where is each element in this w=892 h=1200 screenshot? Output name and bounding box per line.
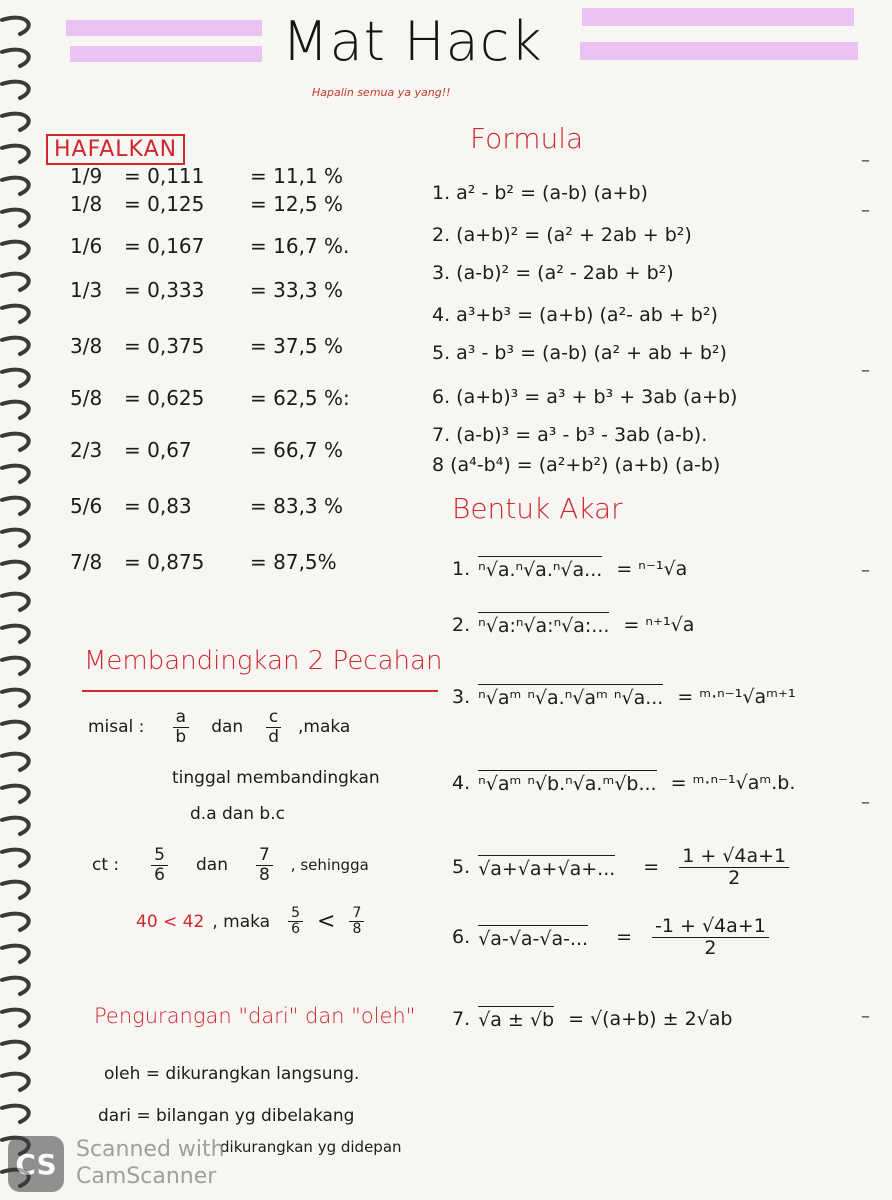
akar-rhs-denominator: 2: [728, 866, 741, 889]
spiral-ring: [2, 690, 29, 706]
akar-number: 2.: [452, 613, 471, 636]
hafalkan-decimal: = 0,375: [124, 334, 205, 358]
spiral-ring: [2, 626, 29, 642]
ct-res-frac-1: [288, 906, 303, 938]
ct-sehingga: , sehingga: [290, 856, 369, 875]
akar-number: 5.: [452, 856, 471, 879]
spiral-ring: [2, 498, 29, 514]
hafalkan-row: [70, 234, 349, 258]
misal-frac-2-num: c: [266, 708, 281, 728]
pengurangan-dari-2: dikurangkan yg didepan: [220, 1138, 402, 1156]
hafalkan-row: [70, 550, 337, 574]
spiral-ring: [2, 82, 29, 98]
camscanner-watermark: [76, 1136, 225, 1190]
spiral-ring: [2, 978, 29, 994]
banding-result-row: [136, 906, 368, 938]
ct-res-frac-2: [349, 906, 364, 938]
spiral-ring: [2, 306, 29, 322]
akar-number: 6.: [452, 926, 471, 949]
camscanner-logo: CS: [8, 1136, 64, 1192]
banding-heading: Membandingkan 2 Pecahan: [84, 646, 443, 676]
ct-res-frac-2-den: 8: [352, 921, 362, 938]
hafalkan-percent: = 37,5 %: [250, 334, 344, 358]
formula-item: 8 (a⁴-b⁴) = (a²+b²) (a+b) (a-b): [432, 454, 721, 476]
formula-item: 5. a³ - b³ = (a-b) (a² + ab + b²): [432, 342, 727, 364]
spiral-ring: [2, 658, 29, 674]
banding-line3: d.a dan b.c: [190, 804, 285, 824]
spiral-ring: [2, 786, 29, 802]
margin-dash: –: [861, 792, 870, 813]
spiral-ring: [2, 1010, 29, 1026]
hafalkan-row: [70, 386, 350, 410]
margin-dash: –: [861, 560, 870, 581]
akar-rhs: = ᵐ·ⁿ⁻¹√aᵐ.b.: [670, 771, 796, 794]
watermark-line-1: Scanned with: [76, 1137, 225, 1162]
spiral-ring: [2, 370, 29, 386]
pengurangan-heading: Pengurangan "dari" dan "oleh": [94, 1004, 416, 1028]
akar-lhs: ⁿ√a:ⁿ√a:ⁿ√a:...: [478, 612, 609, 637]
hafalkan-fraction: 1/9: [70, 164, 103, 188]
hafalkan-row: [70, 438, 343, 462]
hafalkan-percent: = 62,5 %:: [250, 386, 350, 410]
ct-frac-1-num: 5: [151, 846, 168, 866]
hafalkan-row: [70, 334, 343, 358]
akar-item: [452, 1006, 732, 1031]
akar-lhs: √a-√a-√a-...: [478, 925, 588, 950]
hafalkan-decimal: = 0,67: [124, 438, 192, 462]
formula-item: 6. (a+b)³ = a³ + b³ + 3ab (a+b): [432, 386, 738, 408]
spiral-ring: [2, 818, 29, 834]
spiral-ring: [2, 18, 29, 34]
akar-number: 1.: [452, 557, 471, 580]
hafalkan-row: [70, 192, 343, 216]
spiral-ring: [2, 146, 29, 162]
spiral-ring: [2, 466, 29, 482]
akar-number: 7.: [452, 1007, 471, 1030]
hafalkan-decimal: = 0,125: [124, 192, 205, 216]
hafalkan-decimal: = 0,167: [124, 234, 205, 258]
akar-lhs: ⁿ√a.ⁿ√a.ⁿ√a...: [478, 556, 602, 581]
pengurangan-oleh: oleh = dikurangkan langsung.: [104, 1064, 360, 1084]
ct-lt: <: [317, 909, 336, 935]
misal-frac-2-den: d: [268, 726, 279, 747]
ct-maka: , maka: [212, 911, 271, 932]
hafalkan-fraction: 1/6: [70, 234, 103, 258]
ct-frac-2-den: 8: [258, 864, 270, 885]
spiral-ring: [2, 594, 29, 610]
misal-label: misal :: [88, 717, 145, 738]
spiral-ring: [2, 402, 29, 418]
banding-underline: [82, 690, 438, 692]
ct-res-frac-1-den: 6: [291, 921, 300, 938]
ct-frac-2-num: 7: [256, 846, 273, 866]
spiral-ring: [2, 882, 29, 898]
hafalkan-percent: = 11,1 %: [250, 164, 344, 188]
akar-item: [452, 846, 793, 889]
hafalkan-decimal: = 0,625: [124, 386, 205, 410]
hafalkan-row: [70, 164, 343, 188]
margin-dash: –: [861, 1006, 870, 1027]
formula-item: 7. (a-b)³ = a³ - b³ - 3ab (a-b).: [432, 424, 708, 446]
akar-lhs: ⁿ√aᵐ ⁿ√a.ⁿ√aᵐ ⁿ√a...: [478, 684, 663, 709]
spiral-ring: [2, 1042, 29, 1058]
hafalkan-fraction: 1/8: [70, 192, 103, 216]
akar-item: [452, 556, 687, 581]
akar-item: [452, 770, 795, 795]
ct-res-frac-1-num: 5: [288, 906, 303, 922]
hafalkan-fraction: 1/3: [70, 278, 103, 302]
spiral-ring: [2, 338, 29, 354]
ct-frac-2: [256, 846, 273, 884]
hafalkan-percent: = 87,5%: [250, 550, 337, 574]
formula-item: 1. a² - b² = (a-b) (a+b): [432, 182, 648, 204]
akar-lhs: ⁿ√aᵐ ⁿ√b.ⁿ√a.ᵐ√b...: [478, 770, 656, 795]
formula-item: 4. a³+b³ = (a+b) (a²- ab + b²): [432, 304, 718, 326]
akar-equals: =: [643, 856, 660, 879]
watermark-line-2: CamScanner: [76, 1164, 217, 1189]
akar-rhs: = ⁿ⁺¹√a: [623, 613, 695, 636]
hafalkan-label: HAFALKAN: [46, 134, 185, 165]
ct-frac-1-den: 6: [154, 864, 165, 885]
misal-frac-2: [265, 708, 282, 746]
spiral-ring: [2, 1074, 29, 1090]
akar-heading: Bentuk Akar: [452, 492, 623, 525]
hafalkan-fraction: 5/8: [70, 386, 103, 410]
ct-label: ct :: [92, 855, 120, 876]
hafalkan-fraction: 2/3: [70, 438, 103, 462]
akar-rhs-denominator: 2: [704, 936, 717, 959]
hafalkan-percent: = 12,5 %: [250, 192, 344, 216]
hafalkan-percent: = 66,7 %: [250, 438, 344, 462]
akar-rhs-fraction: [652, 916, 769, 959]
akar-rhs-fraction: [679, 846, 789, 889]
spiral-ring: [2, 722, 29, 738]
misal-frac-1: [172, 708, 189, 746]
akar-rhs: = ⁿ⁻¹√a: [616, 557, 688, 580]
spiral-ring: [2, 914, 29, 930]
akar-lhs: √a+√a+√a+...: [478, 855, 615, 880]
akar-item: [452, 612, 694, 637]
hafalkan-fraction: 5/6: [70, 494, 103, 518]
hafalkan-percent: = 33,3 %: [250, 278, 344, 302]
misal-dan: dan: [211, 717, 244, 738]
banding-ct-row: [92, 846, 369, 884]
ct-res-frac-2-num: 7: [349, 906, 364, 922]
hafalkan-decimal: = 0,875: [124, 550, 205, 574]
hafalkan-decimal: = 0,333: [124, 278, 205, 302]
akar-number: 3.: [452, 685, 471, 708]
akar-lhs: √a ± √b: [478, 1006, 554, 1031]
hafalkan-percent: = 83,3 %: [250, 494, 344, 518]
margin-dash: –: [861, 150, 870, 171]
spiral-ring: [2, 946, 29, 962]
ct-frac-1: [151, 846, 168, 884]
highlight-right-1: [582, 8, 854, 26]
hafalkan-decimal: = 0,111: [124, 164, 205, 188]
misal-frac-1-den: b: [175, 726, 187, 747]
akar-number: 4.: [452, 771, 471, 794]
hafalkan-percent: = 16,7 %.: [250, 234, 350, 258]
hafalkan-row: [70, 278, 343, 302]
akar-rhs-numerator: -1 + √4a+1: [652, 916, 769, 938]
misal-frac-1-num: a: [173, 708, 189, 728]
page-subtitle: Hapalin semua ya yang!!: [312, 86, 451, 99]
banding-line2: tinggal membandingkan: [172, 768, 380, 788]
spiral-ring: [2, 850, 29, 866]
hafalkan-fraction: 3/8: [70, 334, 103, 358]
banding-misal-row: [88, 708, 350, 746]
formula-heading: Formula: [470, 122, 584, 155]
spiral-ring: [2, 1106, 29, 1122]
spiral-ring: [2, 754, 29, 770]
spiral-ring: [2, 210, 29, 226]
misal-maka: ,maka: [298, 717, 351, 738]
hafalkan-decimal: = 0,83: [124, 494, 192, 518]
page-title: Mat Hack: [282, 10, 543, 73]
spiral-ring: [2, 530, 29, 546]
akar-rhs: = √(a+b) ± 2√ab: [568, 1007, 733, 1030]
ct-dan: dan: [195, 855, 228, 876]
hafalkan-row: [70, 494, 343, 518]
spiral-ring: [2, 50, 29, 66]
ct-result: 40 < 42: [136, 911, 205, 932]
spiral-ring: [2, 562, 29, 578]
spiral-ring: [2, 178, 29, 194]
spiral-binding: [0, 0, 44, 1200]
highlight-left-2: [70, 46, 262, 62]
hafalkan-fraction: 7/8: [70, 550, 103, 574]
highlight-left-1: [66, 20, 262, 36]
akar-item: [452, 916, 773, 959]
spiral-ring: [2, 274, 29, 290]
formula-item: 3. (a-b)² = (a² - 2ab + b²): [432, 262, 674, 284]
akar-equals: =: [616, 926, 632, 949]
akar-item: [452, 684, 796, 709]
pengurangan-dari-1: dari = bilangan yg dibelakang: [98, 1106, 355, 1126]
spiral-ring: [2, 434, 29, 450]
formula-item: 2. (a+b)² = (a² + 2ab + b²): [432, 224, 692, 246]
margin-dash: –: [861, 360, 870, 381]
spiral-ring: [2, 114, 29, 130]
spiral-ring: [2, 242, 29, 258]
akar-rhs: = ᵐ·ⁿ⁻¹√aᵐ⁺¹: [677, 685, 796, 708]
akar-rhs-numerator: 1 + √4a+1: [679, 846, 789, 868]
highlight-right-2: [580, 42, 858, 60]
margin-dash: –: [861, 200, 870, 221]
